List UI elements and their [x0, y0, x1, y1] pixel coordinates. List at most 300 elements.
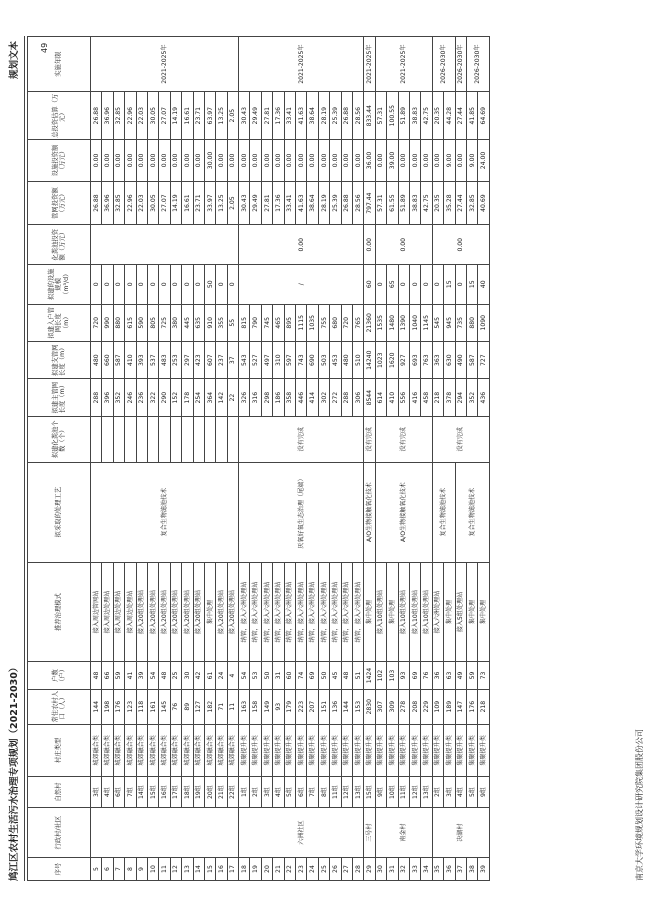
branch-pipe-cell: 587: [113, 341, 124, 378]
house-pipe-cell: 725: [159, 304, 170, 341]
row-number: 22: [284, 858, 295, 881]
implementation-years-cell: 2021-2025年: [91, 37, 239, 92]
col-header: 序号: [28, 858, 91, 881]
village-type-cell: 城郊融合类: [125, 724, 136, 776]
village-type-cell: 集聚提升类: [478, 724, 489, 776]
main-pipe-cell: 364: [204, 379, 215, 416]
households-cell: 93: [398, 662, 409, 689]
households-cell: 48: [159, 662, 170, 689]
facility-investment-cell: 0.00: [113, 140, 124, 182]
households-cell: 54: [147, 662, 158, 689]
households-cell: 59: [466, 662, 477, 689]
branch-pipe-cell: 37: [227, 341, 238, 378]
main-pipe-cell: 556: [398, 379, 409, 416]
main-pipe-cell: 302: [318, 379, 329, 416]
total-investment-cell: 100.55: [387, 92, 398, 140]
households-cell: 41: [125, 662, 136, 689]
implementation-years-cell: 2026-2030年: [432, 37, 455, 92]
house-pipe-cell: 1035: [307, 304, 318, 341]
main-pipe-cell: 436: [478, 379, 489, 416]
facility-investment-cell: 0.00: [147, 140, 158, 182]
col-header: 村庄类型: [28, 724, 91, 776]
main-pipe-cell: 378: [444, 379, 455, 416]
village-cell: 9组: [478, 776, 489, 807]
total-investment-cell: 30.43: [239, 92, 250, 140]
population-cell: 223: [296, 689, 307, 724]
village-type-cell: 集聚提升类: [421, 724, 432, 776]
capacity-cell: 0: [421, 265, 432, 305]
septic-tank-count-cell: [204, 416, 215, 462]
facility-investment-cell: 0.00: [341, 140, 352, 182]
house-pipe-cell: 990: [102, 304, 113, 341]
village-cell: 14组: [136, 776, 147, 807]
branch-pipe-cell: 483: [159, 341, 170, 378]
population-cell: 161: [147, 689, 158, 724]
capacity-cell: 0: [102, 265, 113, 305]
pipe-investment-cell: 22.96: [125, 181, 136, 225]
pipe-investment-cell: 57.31: [375, 181, 386, 225]
households-cell: 63: [444, 662, 455, 689]
table-body: [91, 37, 490, 881]
branch-pipe-cell: 1023: [375, 341, 386, 378]
septic-tank-count-cell: 没有完成: [239, 416, 364, 462]
households-cell: 74: [296, 662, 307, 689]
house-pipe-cell: 720: [341, 304, 352, 341]
capacity-cell: 0: [398, 265, 409, 305]
document-title: 鸠江区农村生活污水治理专项规划（2021-2030）: [9, 662, 20, 881]
implementation-years-cell: 2021-2025年: [364, 37, 375, 92]
village-cell: 11组: [398, 776, 409, 807]
house-pipe-cell: 895: [284, 304, 295, 341]
treatment-mode-cell: 接入20组处理站: [227, 562, 238, 662]
row-number: 11: [159, 858, 170, 881]
pipe-investment-cell: 29.49: [250, 181, 261, 225]
septic-tank-count-cell: [102, 416, 113, 462]
facility-investment-cell: 0.00: [432, 140, 443, 182]
households-cell: 66: [102, 662, 113, 689]
village-type-cell: 集聚提升类: [375, 724, 386, 776]
facility-investment-cell: 0.00: [216, 140, 227, 182]
total-investment-cell: 38.64: [307, 92, 318, 140]
row-number: 12: [170, 858, 181, 881]
main-pipe-cell: 416: [409, 379, 420, 416]
village-type-cell: 集聚提升类: [398, 724, 409, 776]
households-cell: 59: [113, 662, 124, 689]
branch-pipe-cell: 693: [409, 341, 420, 378]
capacity-cell: 0: [125, 265, 136, 305]
table-row: [227, 37, 238, 881]
village-cell: 15组: [364, 776, 375, 807]
pipe-investment-cell: 27.81: [261, 181, 272, 225]
households-cell: 25: [170, 662, 181, 689]
households-cell: 31: [273, 662, 284, 689]
households-cell: 30: [182, 662, 193, 689]
house-pipe-cell: 1115: [296, 304, 307, 341]
households-cell: 102: [375, 662, 386, 689]
admin-village-cell: 三号村: [364, 808, 375, 858]
branch-pipe-cell: 410: [125, 341, 136, 378]
capacity-cell: 15: [466, 265, 477, 305]
house-pipe-cell: 735: [455, 304, 466, 341]
capacity-cell: 0: [375, 265, 386, 305]
house-pipe-cell: 880: [466, 304, 477, 341]
village-cell: 22组: [227, 776, 238, 807]
capacity-cell: 0: [91, 265, 102, 305]
branch-pipe-cell: 510: [352, 341, 363, 378]
row-number: 8: [125, 858, 136, 881]
facility-investment-cell: 36.00: [364, 140, 375, 182]
village-cell: 21组: [216, 776, 227, 807]
village-cell: 10组: [387, 776, 398, 807]
facility-investment-cell: 0.00: [250, 140, 261, 182]
population-cell: 151: [318, 689, 329, 724]
treatment-mode-cell: 接入20组处理站: [193, 562, 204, 662]
households-cell: 48: [341, 662, 352, 689]
septic-tank-count-cell: [170, 416, 181, 462]
village-cell: 7组: [125, 776, 136, 807]
population-cell: 229: [421, 689, 432, 724]
total-investment-cell: 44.28: [444, 92, 455, 140]
col-header: 拟建主管网长度（m）: [28, 379, 91, 416]
village-cell: 5组: [466, 776, 477, 807]
branch-pipe-cell: 453: [330, 341, 341, 378]
table-row: [216, 37, 227, 881]
septic-tank-count-cell: [136, 416, 147, 462]
pipe-investment-cell: 33.97: [204, 181, 215, 225]
facility-investment-cell: 9.00: [466, 140, 477, 182]
main-pipe-cell: 218: [432, 379, 443, 416]
population-cell: 207: [307, 689, 318, 724]
capacity-cell: 0: [159, 265, 170, 305]
septic-tank-count-cell: [91, 416, 102, 462]
house-pipe-cell: 765: [352, 304, 363, 341]
admin-village-cell: 决湖村: [432, 808, 489, 858]
main-pipe-cell: 288: [341, 379, 352, 416]
branch-pipe-cell: 423: [193, 341, 204, 378]
total-investment-cell: 17.36: [273, 92, 284, 140]
treatment-mode-cell: 接入20组处理站: [216, 562, 227, 662]
facility-investment-cell: 0.00: [125, 140, 136, 182]
village-cell: 11组: [330, 776, 341, 807]
facility-investment-cell: 0.00: [136, 140, 147, 182]
households-cell: 48: [91, 662, 102, 689]
village-type-cell: 集聚提升类: [455, 724, 466, 776]
row-number: 19: [250, 858, 261, 881]
total-investment-cell: 63.97: [204, 92, 215, 140]
treatment-mode-cell: 接入10组处理站: [398, 562, 409, 662]
village-cell: 3组: [444, 776, 455, 807]
house-pipe-cell: 910: [204, 304, 215, 341]
village-type-cell: 集聚提升类: [250, 724, 261, 776]
table-row: [170, 37, 181, 881]
treatment-mode-cell: 集中处理: [444, 562, 455, 662]
population-cell: 11: [227, 689, 238, 724]
households-cell: 45: [330, 662, 341, 689]
process-cell: 厌氧好氧生态治理（尾端）: [239, 462, 364, 562]
septic-tank-count-cell: [227, 416, 238, 462]
table-row: [102, 37, 113, 881]
table-row: [182, 37, 193, 881]
col-header: 管网投资额（万元）: [28, 181, 91, 225]
village-cell: 7组: [307, 776, 318, 807]
village-type-cell: 集聚提升类: [409, 724, 420, 776]
capacity-cell: 40: [478, 265, 489, 305]
village-type-cell: 集聚提升类: [307, 724, 318, 776]
village-cell: 4组: [102, 776, 113, 807]
row-number: 30: [375, 858, 386, 881]
capacity-cell: 0: [147, 265, 158, 305]
main-pipe-cell: 8544: [364, 379, 375, 416]
main-pipe-cell: 142: [216, 379, 227, 416]
sewage-plan-table: [27, 36, 490, 881]
total-investment-cell: 13.25: [216, 92, 227, 140]
col-header: 总投资估算（万元）: [28, 92, 91, 140]
capacity-cell: /: [239, 265, 364, 305]
capacity-cell: 0: [193, 265, 204, 305]
branch-pipe-cell: 690: [307, 341, 318, 378]
table-row: [432, 37, 443, 881]
col-header: 常住农村人口（人）: [28, 689, 91, 724]
total-investment-cell: 51.89: [398, 92, 409, 140]
total-investment-cell: 16.61: [182, 92, 193, 140]
population-cell: 76: [170, 689, 181, 724]
treatment-mode-cell: 集中处理: [478, 562, 489, 662]
branch-pipe-cell: 607: [204, 341, 215, 378]
col-header: 拟建入户管网长度（m）: [28, 304, 91, 341]
col-header: 拟建支管网长度（m）: [28, 341, 91, 378]
treatment-mode-cell: 接入20组处理站: [170, 562, 181, 662]
house-pipe-cell: 380: [170, 304, 181, 341]
septic-investment-cell: 0.00: [375, 225, 432, 265]
row-number: 15: [204, 858, 215, 881]
house-pipe-cell: 590: [136, 304, 147, 341]
facility-investment-cell: 0.00: [91, 140, 102, 182]
facility-investment-cell: 0.00: [330, 140, 341, 182]
septic-investment-cell: 0.00: [239, 225, 364, 265]
treatment-mode-cell: 集中处理: [204, 562, 215, 662]
treatment-mode-cell: 纳管，接入六洲处理站: [261, 562, 272, 662]
row-number: 26: [330, 858, 341, 881]
population-cell: 208: [409, 689, 420, 724]
facility-investment-cell: 0.00: [273, 140, 284, 182]
village-cell: 17组: [170, 776, 181, 807]
main-pipe-cell: 178: [182, 379, 193, 416]
row-number: 7: [113, 858, 124, 881]
village-cell: 2组: [250, 776, 261, 807]
table-header-row: [28, 37, 91, 881]
population-cell: 189: [444, 689, 455, 724]
main-pipe-cell: 352: [466, 379, 477, 416]
implementation-years-cell: 2026-2030年: [466, 37, 489, 92]
facility-investment-cell: 0.00: [193, 140, 204, 182]
house-pipe-cell: 745: [261, 304, 272, 341]
pipe-investment-cell: 22.03: [136, 181, 147, 225]
main-pipe-cell: 326: [239, 379, 250, 416]
treatment-mode-cell: 纳管，接入六洲处理站: [296, 562, 307, 662]
total-investment-cell: 57.31: [375, 92, 386, 140]
row-number: 9: [136, 858, 147, 881]
row-number: 35: [432, 858, 443, 881]
households-cell: 50: [261, 662, 272, 689]
village-type-cell: 城郊融合类: [136, 724, 147, 776]
admin-village-cell: 六洲社区: [239, 808, 364, 858]
village-cell: 19组: [193, 776, 204, 807]
households-cell: 24: [216, 662, 227, 689]
population-cell: 123: [125, 689, 136, 724]
pipe-investment-cell: 32.85: [466, 181, 477, 225]
branch-pipe-cell: 727: [478, 341, 489, 378]
facility-investment-cell: 0.00: [409, 140, 420, 182]
population-cell: 93: [273, 689, 284, 724]
branch-pipe-cell: 660: [102, 341, 113, 378]
treatment-mode-cell: 集中处理: [387, 562, 398, 662]
facility-investment-cell: 39.00: [387, 140, 398, 182]
house-pipe-cell: 635: [193, 304, 204, 341]
main-pipe-cell: 458: [421, 379, 432, 416]
population-cell: 149: [261, 689, 272, 724]
house-pipe-cell: 355: [216, 304, 227, 341]
branch-pipe-cell: 14240: [364, 341, 375, 378]
village-cell: 1组: [239, 776, 250, 807]
main-pipe-cell: 316: [250, 379, 261, 416]
households-cell: 4: [227, 662, 238, 689]
pipe-investment-cell: 14.19: [170, 181, 181, 225]
pipe-investment-cell: 38.83: [409, 181, 420, 225]
capacity-cell: 0: [455, 265, 466, 305]
population-cell: 163: [239, 689, 250, 724]
facility-investment-cell: 24.00: [478, 140, 489, 182]
facility-investment-cell: 0.00: [102, 140, 113, 182]
total-investment-cell: 27.44: [455, 92, 466, 140]
row-number: 37: [455, 858, 466, 881]
main-pipe-cell: 22: [227, 379, 238, 416]
total-investment-cell: 41.85: [466, 92, 477, 140]
population-cell: 176: [113, 689, 124, 724]
branch-pipe-cell: 237: [216, 341, 227, 378]
households-cell: 73: [478, 662, 489, 689]
population-cell: 144: [91, 689, 102, 724]
treatment-mode-cell: 接入10组处理站: [421, 562, 432, 662]
pipe-investment-cell: 2.05: [227, 181, 238, 225]
table-row: [159, 37, 170, 881]
treatment-mode-cell: 接入20组处理站: [136, 562, 147, 662]
facility-investment-cell: 0.00: [398, 140, 409, 182]
village-cell: 5组: [284, 776, 295, 807]
house-pipe-cell: 790: [250, 304, 261, 341]
village-type-cell: 城郊融合类: [159, 724, 170, 776]
pipe-investment-cell: 28.56: [352, 181, 363, 225]
row-number: 33: [409, 858, 420, 881]
village-type-cell: 城郊融合类: [102, 724, 113, 776]
households-cell: 42: [193, 662, 204, 689]
population-cell: 198: [102, 689, 113, 724]
village-cell: 13组: [421, 776, 432, 807]
total-investment-cell: 28.19: [318, 92, 329, 140]
footer-organization: 南京大学环境规划设计研究院集团股份公司: [635, 729, 644, 881]
table-row: [136, 37, 147, 881]
house-pipe-cell: 880: [113, 304, 124, 341]
households-cell: 50: [318, 662, 329, 689]
capacity-cell: 0: [216, 265, 227, 305]
households-cell: 36: [432, 662, 443, 689]
village-type-cell: 城郊融合类: [147, 724, 158, 776]
table-row: [125, 37, 136, 881]
branch-pipe-cell: 543: [239, 341, 250, 378]
village-type-cell: 集聚提升类: [364, 724, 375, 776]
main-pipe-cell: 246: [125, 379, 136, 416]
branch-pipe-cell: 297: [182, 341, 193, 378]
village-cell: 16组: [159, 776, 170, 807]
village-type-cell: 城郊融合类: [193, 724, 204, 776]
total-investment-cell: 27.81: [261, 92, 272, 140]
village-type-cell: 集聚提升类: [341, 724, 352, 776]
col-header: 化粪池投资额（万元）: [28, 225, 91, 265]
branch-pipe-cell: 363: [432, 341, 443, 378]
branch-pipe-cell: 480: [341, 341, 352, 378]
row-number: 32: [398, 858, 409, 881]
pipe-investment-cell: 61.55: [387, 181, 398, 225]
total-investment-cell: 33.41: [284, 92, 295, 140]
households-cell: 103: [387, 662, 398, 689]
households-cell: 49: [455, 662, 466, 689]
main-pipe-cell: 288: [91, 379, 102, 416]
table-row: [239, 37, 250, 881]
population-cell: 182: [204, 689, 215, 724]
main-pipe-cell: 322: [147, 379, 158, 416]
admin-village-cell: [91, 808, 239, 858]
treatment-mode-cell: 纳管，接入六洲处理站: [341, 562, 352, 662]
capacity-cell: 0: [113, 265, 124, 305]
row-number: 21: [273, 858, 284, 881]
facility-investment-cell: 0.00: [375, 140, 386, 182]
treatment-mode-cell: 接入10组处理站: [409, 562, 420, 662]
capacity-cell: 0: [409, 265, 420, 305]
process-cell: 复合生物滤池技术: [432, 462, 455, 562]
col-header: 行政村/社区: [28, 808, 91, 858]
households-cell: 54: [239, 662, 250, 689]
treatment-mode-cell: 接入周边处理站: [113, 562, 124, 662]
population-cell: 179: [284, 689, 295, 724]
capacity-cell: 0: [432, 265, 443, 305]
main-pipe-cell: 298: [261, 379, 272, 416]
population-cell: 145: [159, 689, 170, 724]
village-type-cell: 集聚提升类: [330, 724, 341, 776]
village-type-cell: 城郊融合类: [91, 724, 102, 776]
village-cell: 12组: [341, 776, 352, 807]
house-pipe-cell: 945: [444, 304, 455, 341]
branch-pipe-cell: 537: [147, 341, 158, 378]
house-pipe-cell: 1090: [478, 304, 489, 341]
main-pipe-cell: 306: [352, 379, 363, 416]
population-cell: 307: [375, 689, 386, 724]
total-investment-cell: 20.35: [432, 92, 443, 140]
pipe-investment-cell: 35.28: [444, 181, 455, 225]
total-investment-cell: 23.71: [193, 92, 204, 140]
branch-pipe-cell: 763: [421, 341, 432, 378]
main-pipe-cell: 614: [375, 379, 386, 416]
house-pipe-cell: 1480: [387, 304, 398, 341]
branch-pipe-cell: 253: [170, 341, 181, 378]
population-cell: 218: [478, 689, 489, 724]
total-investment-cell: 42.75: [421, 92, 432, 140]
total-investment-cell: 64.69: [478, 92, 489, 140]
village-cell: 3组: [91, 776, 102, 807]
facility-investment-cell: 0.00: [261, 140, 272, 182]
implementation-years-cell: 2026-2030年: [455, 37, 466, 92]
admin-village-cell: 南金村: [375, 808, 432, 858]
facility-investment-cell: 0.00: [239, 140, 250, 182]
total-investment-cell: 26.88: [91, 92, 102, 140]
